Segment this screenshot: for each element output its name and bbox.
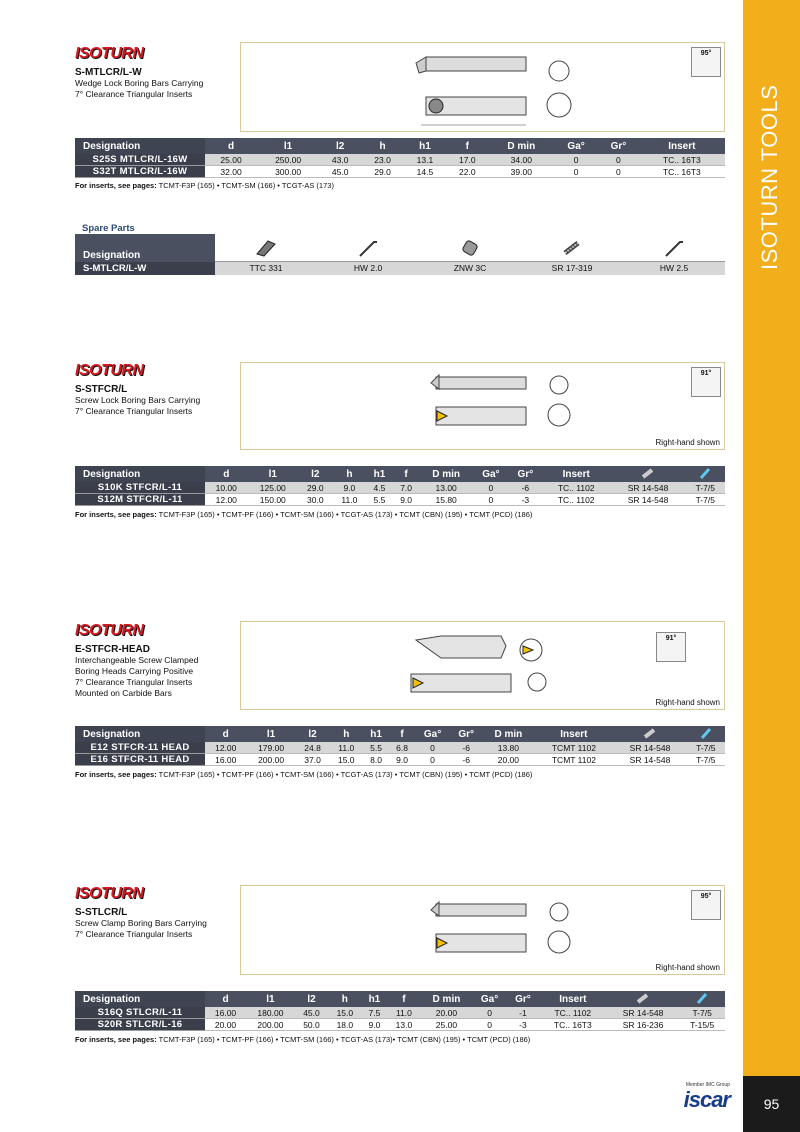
cell: 0 [472,1007,507,1019]
isoturn-logo: ISOTURN [75,45,144,62]
col-header: h1 [404,138,446,154]
screw-icon [613,726,686,742]
spare-parts-row [215,262,725,275]
col-header: Insert [542,466,611,482]
col-designation: Designation [75,991,205,1007]
cell: 9.0 [389,754,415,766]
spare-part: HW 2.5 [659,263,689,273]
right-hand-note: Right-hand shown [655,963,720,972]
cell: 15.0 [329,754,363,766]
inserts-note [75,770,532,779]
cell: 0 [598,154,639,166]
col-header: h1 [366,466,393,482]
col-header: l1 [246,991,295,1007]
spare-parts-icons [215,234,725,262]
product-title: S-MTLCR/L-W [75,67,142,78]
cell: T-7/5 [686,482,725,494]
col-header: Insert [534,726,613,742]
cell: -6 [509,482,542,494]
cell: 15.80 [419,494,472,506]
brand-text: iscar [683,1087,730,1112]
nut-icon [419,238,521,258]
cell: S12M STFCR/L-11 [75,494,205,506]
product-desc-line: Mounted on Carbide Bars [75,688,172,698]
cell: S25S MTLCR/L-16W [75,154,205,166]
cell: T-7/5 [679,1007,725,1019]
approach-angle-box [691,367,721,397]
spare-part: HW 2.0 [353,263,383,273]
key-icon [679,991,725,1007]
boring-head-drawing [241,622,726,711]
inserts-links[interactable]: TCMT-F3P (165) • TCMT-PF (166) • TCMT-SM (166) • TCGT-AS (173)• TCMT (CBN) (195) • TCMT (PCD) (186) [158,1035,531,1044]
cell: 300.00 [257,166,319,178]
cell: 0 [473,482,509,494]
iscar-logo [660,1082,730,1116]
boring-bar-drawing [241,43,726,133]
cell: 14.5 [404,166,446,178]
cell: SR 14-548 [610,482,685,494]
col-header: h [361,138,403,154]
table-header-row [75,138,725,154]
approach-angle-box [656,632,686,662]
cell: TC.. 1102 [542,482,611,494]
cell: T-7/5 [686,494,725,506]
cell: TC.. 1102 [542,494,611,506]
col-designation: Designation [75,138,205,154]
col-header: l1 [248,466,298,482]
col-header: Insert [639,138,725,154]
approach-angle-box [691,47,721,77]
cell: TCMT 1102 [534,754,613,766]
col-header: l1 [246,726,295,742]
approach-angle: 91° [700,370,712,377]
cell: 37.0 [296,754,330,766]
col-header: h [328,991,361,1007]
table-row [75,754,725,766]
cell: -6 [450,754,482,766]
cell: S20R STLCR/L-16 [75,1019,205,1031]
cell: 8.0 [363,754,389,766]
col-header: Ga° [554,138,598,154]
inserts-label: For inserts, see pages: [75,1035,157,1044]
spec-table [75,726,725,766]
cell: 150.00 [248,494,298,506]
col-header: l2 [298,466,333,482]
cell: 11.0 [329,742,363,754]
cell: 6.8 [389,742,415,754]
cell: 18.0 [328,1019,361,1031]
inserts-label: For inserts, see pages: [75,510,157,519]
hex-key-icon [317,238,419,258]
cell: E16 STFCR-11 HEAD [75,754,205,766]
cell: 7.0 [393,482,420,494]
inserts-links[interactable]: TCMT-F3P (165) • TCMT-PF (166) • TCMT-SM (166) • TCGT-AS (173) • TCMT (CBN) (195) • TCMT (PCD) (186) [158,770,533,779]
cell: SR 14-548 [610,494,685,506]
spec-table [75,466,725,506]
key-icon [687,726,725,742]
inserts-links[interactable]: TCMT-F3P (165) • TCMT-PF (166) • TCMT-SM (166) • TCGT-AS (173) • TCMT (CBN) (195) • TCMT (PCD) (186) [158,510,533,519]
inserts-label: For inserts, see pages: [75,770,157,779]
cell: SR 14-548 [607,1007,680,1019]
col-header: Insert [539,991,607,1007]
cell: 20.00 [205,1019,246,1031]
table-header-row [75,991,725,1007]
col-header: Ga° [415,726,450,742]
cell: 0 [415,742,450,754]
col-header: h [333,466,367,482]
cell: 45.0 [295,1007,328,1019]
col-header: D min [419,466,472,482]
right-hand-note: Right-hand shown [655,698,720,707]
approach-angle: 91° [665,635,677,642]
cell: 43.0 [319,154,361,166]
approach-angle: 95° [700,50,712,57]
cell: 200.00 [246,754,295,766]
spare-part: TTC 331 [249,263,283,273]
spare-parts-table [75,234,725,276]
cell: 11.0 [387,1007,420,1019]
cell: 25.00 [205,154,257,166]
screw-icon [607,991,680,1007]
cell: 16.00 [205,1007,246,1019]
tool-diagram [240,362,725,450]
inserts-links[interactable]: TCMT-F3P (165) • TCMT-SM (166) • TCGT-AS (173) [158,181,334,190]
spare-parts-header: Designation [75,234,215,262]
col-header: Ga° [472,991,507,1007]
cell: 9.0 [393,494,420,506]
col-header: l2 [295,991,328,1007]
product-desc-line: Screw Clamp Boring Bars Carrying [75,918,207,928]
cell: 17.0 [446,154,488,166]
cell: 13.00 [419,482,472,494]
col-header: D min [489,138,555,154]
cell: -1 [507,1007,539,1019]
inserts-label: For inserts, see pages: [75,181,157,190]
col-header: l2 [319,138,361,154]
spare-parts-designation: S-MTLCR/L-W [75,262,215,275]
cell: T-7/5 [687,742,725,754]
screw-icon [610,466,685,482]
cell: TCMT 1102 [534,742,613,754]
cell: 12.00 [205,494,248,506]
cell: 179.00 [246,742,295,754]
member-text: Member IMC Group [685,1082,730,1088]
cell: SR 14-548 [613,754,686,766]
cell: 12.00 [205,742,246,754]
boring-bar-drawing [241,363,726,451]
product-desc-line: Boring Heads Carrying Positive [75,666,194,676]
col-designation: Designation [75,466,205,482]
product-desc-line: Screw Lock Boring Bars Carrying [75,395,201,405]
cell: 13.0 [387,1019,420,1031]
col-header: h1 [363,726,389,742]
col-header: Gr° [598,138,639,154]
cell: 29.0 [298,482,333,494]
col-header: l1 [257,138,319,154]
cell: 30.0 [298,494,333,506]
cell: T-15/5 [679,1019,725,1031]
cell: 180.00 [246,1007,295,1019]
cell: 0 [554,166,598,178]
cell: SR 16-236 [607,1019,680,1031]
table-row [75,1019,725,1031]
cell: TC.. 1102 [539,1007,607,1019]
col-header: h [329,726,363,742]
cell: 9.0 [333,482,367,494]
table-row [75,166,725,178]
tool-diagram [240,621,725,710]
cell: TC.. 16T3 [639,166,725,178]
cell: SR 14-548 [613,742,686,754]
cell: S16Q STLCR/L-11 [75,1007,205,1019]
col-header: f [389,726,415,742]
approach-angle-box [691,890,721,920]
page-number: 95 [743,1076,800,1132]
cell: 125.00 [248,482,298,494]
cell: 7.5 [362,1007,388,1019]
cell: 45.0 [319,166,361,178]
cell: 0 [598,166,639,178]
approach-angle: 95° [700,893,712,900]
spare-part: SR 17-319 [551,263,593,273]
table-header-row [75,466,725,482]
col-header: f [446,138,488,154]
spare-parts-title: Spare Parts [82,223,135,234]
product-desc-line: 7° Clearance Triangular Inserts [75,406,193,416]
col-header: d [205,726,246,742]
cell: 24.8 [296,742,330,754]
right-hand-note: Right-hand shown [655,438,720,447]
tool-diagram [240,885,725,975]
table-row [75,1007,725,1019]
col-header: Gr° [450,726,482,742]
cell: E12 STFCR-11 HEAD [75,742,205,754]
inserts-note [75,1035,530,1044]
tool-diagram [240,42,725,132]
spare-part: ZNW 3C [453,263,487,273]
cell: 16.00 [205,754,246,766]
cell: TC.. 16T3 [539,1019,607,1031]
col-header: d [205,466,248,482]
screw-icon [521,238,623,258]
table-row [75,154,725,166]
col-designation: Designation [75,726,205,742]
product-desc-line: 7° Clearance Triangular Inserts [75,89,193,99]
key-icon [686,466,725,482]
cell: 9.0 [362,1019,388,1031]
isoturn-logo: ISOTURN [75,622,144,639]
cell: 4.5 [366,482,393,494]
product-desc-line: 7° Clearance Triangular Inserts [75,677,193,687]
product-desc-line: Wedge Lock Boring Bars Carrying [75,78,204,88]
cell: S10K STFCR/L-11 [75,482,205,494]
product-desc-line: Interchangeable Screw Clamped [75,655,199,665]
hex-key-icon [623,238,725,258]
cell: -6 [450,742,482,754]
cell: 0 [472,1019,507,1031]
cell: 5.5 [366,494,393,506]
product-title: S-STFCR/L [75,384,128,395]
cell: TC.. 16T3 [639,154,725,166]
cell: 20.00 [421,1007,473,1019]
col-header: f [387,991,420,1007]
cell: -3 [507,1019,539,1031]
spec-table [75,991,725,1031]
table-row [75,742,725,754]
cell: 25.00 [421,1019,473,1031]
cell: S32T MTLCR/L-16W [75,166,205,178]
col-header: d [205,991,246,1007]
cell: 250.00 [257,154,319,166]
cell: 22.0 [446,166,488,178]
cell: 15.0 [328,1007,361,1019]
cell: 32.00 [205,166,257,178]
col-header: Gr° [507,991,539,1007]
cell: T-7/5 [687,754,725,766]
cell: 11.0 [333,494,367,506]
col-header: Gr° [509,466,542,482]
cell: 23.0 [361,154,403,166]
col-header: D min [482,726,534,742]
col-header: f [393,466,420,482]
cell: 39.00 [489,166,555,178]
cell: 13.80 [482,742,534,754]
product-desc-line: 7° Clearance Triangular Inserts [75,929,193,939]
cell: 20.00 [482,754,534,766]
product-title: S-STLCR/L [75,907,128,918]
side-title: ISOTURN TOOLS [757,84,782,270]
col-header: d [205,138,257,154]
cell: 13.1 [404,154,446,166]
col-header: Ga° [473,466,509,482]
isoturn-logo: ISOTURN [75,885,144,902]
table-row [75,494,725,506]
table-header-row [75,726,725,742]
cell: 0 [554,154,598,166]
col-header: l2 [296,726,330,742]
cell: 0 [415,754,450,766]
cell: -3 [509,494,542,506]
wedge-icon [215,238,317,258]
spec-table [75,138,725,178]
cell: 5.5 [363,742,389,754]
isoturn-logo: ISOTURN [75,362,144,379]
cell: 50.0 [295,1019,328,1031]
inserts-note [75,181,334,190]
col-header: D min [421,991,473,1007]
inserts-note [75,510,532,519]
boring-bar-drawing [241,886,726,976]
cell: 200.00 [246,1019,295,1031]
product-title: E-STFCR-HEAD [75,644,150,655]
table-row [75,482,725,494]
cell: 29.0 [361,166,403,178]
cell: 10.00 [205,482,248,494]
cell: 34.00 [489,154,555,166]
cell: 0 [473,494,509,506]
col-header: h1 [362,991,388,1007]
